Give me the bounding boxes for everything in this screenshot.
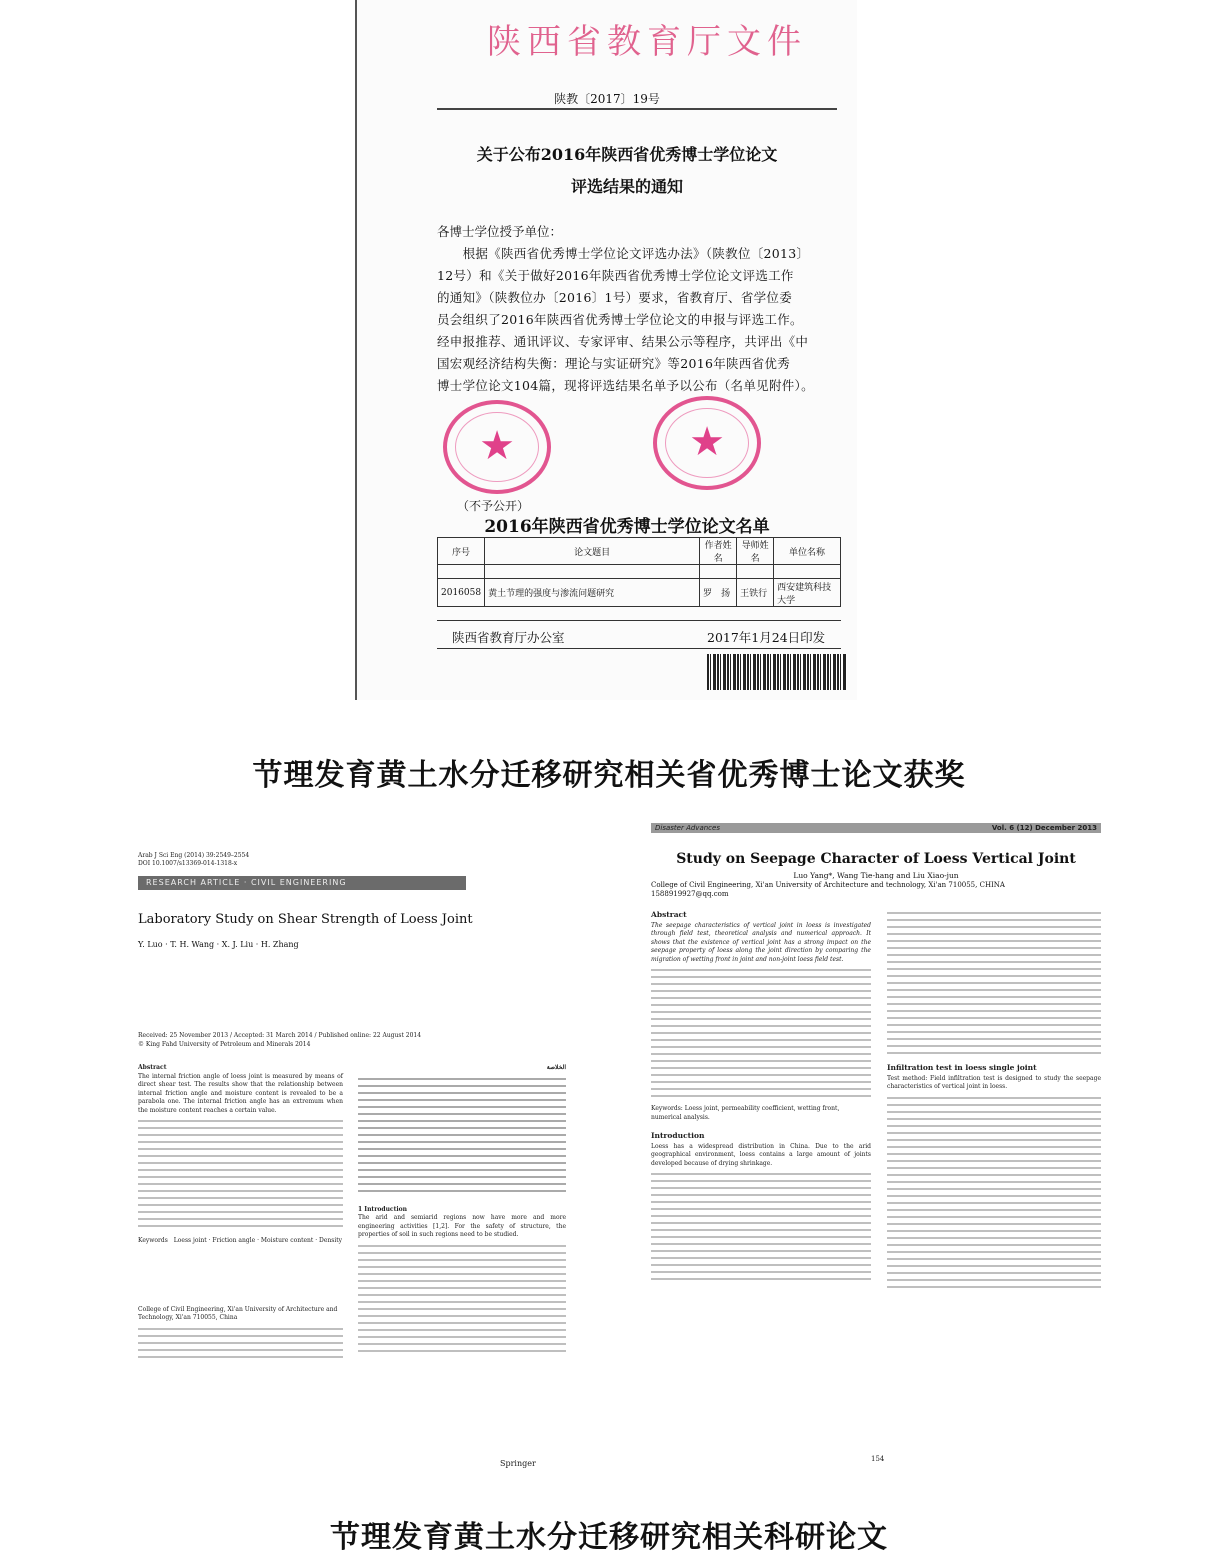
- table-header: 导师姓名: [737, 538, 774, 565]
- footer-divider: [437, 620, 841, 621]
- author-email: 1588919927@qq.com: [651, 890, 729, 898]
- barcode: [707, 654, 847, 690]
- left-column: Abstract The seepage characteristics of vertical joint in loess is investigated through field test, theoretical analysis and numerical approach. It shows that the existence of vertical joint has a strong impact on the seepage property of loess along the joint direction by comparing the migration of wetting front in joint and non-joint loess field test. Keywords: Loess joint, permeability coefficient, wetting front, numerical analysis. Introduction Loess has a widespread distribution in China. Due to the arid geographical environment, loess contains a large amount of joints developed because of drying shrinkage.: [651, 907, 871, 1285]
- table-header: 作者姓名: [700, 538, 737, 565]
- journal-citation: Arab J Sci Eng (2014) 39:2549–2554: [138, 852, 250, 859]
- document-number: 陕教〔2017〕19号: [554, 92, 660, 106]
- table-header: 序号: [438, 538, 485, 565]
- body-line: 的通知》（陕教位办〔2016〕1号）要求，省教育厅、省学位委: [437, 290, 793, 305]
- body-line: 博士学位论文104篇，现将评选结果名单予以公布（名单见附件）。: [437, 378, 814, 393]
- paper-authors: Y. Luo · T. H. Wang · X. J. Liu · H. Zhang: [138, 940, 299, 949]
- page-number: 154: [871, 1455, 885, 1463]
- caption-papers: 节理发育黄土水分迁移研究相关科研论文: [330, 1520, 888, 1555]
- list-title: 2016年陕西省优秀博士学位论文名单: [484, 517, 770, 537]
- article-category: RESEARCH ARTICLE · CIVIL ENGINEERING: [138, 876, 466, 890]
- table-cell: 2016058: [438, 579, 485, 607]
- issue-date: 2017年1月24日印发: [707, 630, 826, 645]
- journal-banner: Disaster Advances Vol. 6 (12) December 2013: [651, 823, 1101, 833]
- table-row: [438, 579, 841, 607]
- paper-shear-strength: [130, 838, 572, 1478]
- right-column: Infiltration test in loess single joint Test method: Field infiltration test is designed to study the seepage characteristics of vertical joint in loess.: [887, 907, 1101, 1293]
- body-line: 12号）和《关于做好2016年陕西省优秀博士学位论文评选工作: [437, 268, 794, 283]
- paper-affiliation: College of Civil Engineering, Xi'an University of Architecture and technology, Xi'an 710055, CHINA: [651, 881, 1005, 889]
- table-cell: 西安建筑科技大学: [774, 579, 841, 607]
- caption-award: 节理发育黄土水分迁移研究相关省优秀博士论文获奖: [252, 758, 966, 793]
- body-line: 经申报推荐、通讯评议、专家评审、结果公示等程序，共评出《中: [437, 334, 809, 349]
- star-icon: ★: [689, 419, 725, 466]
- paper-title: Study on Seepage Character of Loess Vertical Joint: [676, 851, 1076, 867]
- table-header: 论文题目: [485, 538, 700, 565]
- star-icon: ★: [479, 423, 515, 470]
- table-cell: 王铁行: [737, 579, 774, 607]
- official-seal-right: [653, 396, 761, 490]
- body-line: 员会组织了2016年陕西省优秀博士学位论文的申报与评选工作。: [437, 312, 803, 327]
- abstract-column: Abstract The internal friction angle of loess joint is measured by means of direct shear test. The results show that the relationship between internal friction angle and moisture content is revealed to be a parabola one. The internal friction angle has an extremum when the moisture content reaches a certain value. Keywords Loess joint · Friction angle · Moisture content · Density College of Civil Engineering, Xi'an University of Architecture and Technology, Xi'an 710055, China: [138, 1064, 343, 1363]
- body-line: 国宏观经济结构失衡：理论与实证研究》等2016年陕西省优秀: [437, 356, 791, 371]
- confidentiality-note: （不予公开）: [457, 499, 530, 513]
- paper-title: Laboratory Study on Shear Strength of Loess Joint: [138, 912, 473, 927]
- footer-divider: [437, 648, 841, 649]
- notice-title-line-1: 关于公布2016年陕西省优秀博士学位论文: [476, 145, 778, 164]
- received-dates: Received: 25 November 2013 / Accepted: 31 March 2014 / Published online: 22 August 2014 © King Fahd University of Petroleum and Minerals 2014: [138, 1032, 422, 1048]
- official-notice-document: [355, 0, 857, 700]
- header-divider: [437, 108, 837, 110]
- arabic-column: الخلاصة 1 Introduction The arid and semiarid regions now have more and more engineering activities [1,2]. For the safety of structure, the properties of soil in such regions need to be studied.: [358, 1064, 566, 1357]
- body-line: 根据《陕西省优秀博士学位论文评选办法》（陕教位〔2013〕: [437, 246, 810, 261]
- table-cell: 黄土节理的强度与渗流问题研究: [485, 579, 700, 607]
- document-header: 陕西省教育厅文件: [487, 22, 807, 62]
- table-cell: 罗 扬: [700, 579, 737, 607]
- addressee: 各博士学位授予单位：: [437, 224, 563, 239]
- issuing-office: 陕西省教育厅办公室: [452, 630, 565, 645]
- publisher-logo: Springer: [500, 1459, 536, 1468]
- table-header: 单位名称: [774, 538, 841, 565]
- paper-seepage-character: [645, 815, 1107, 1475]
- award-list-table: [437, 537, 841, 607]
- doi: DOI 10.1007/s13369-014-1318-x: [138, 860, 238, 867]
- paper-authors: Luo Yang*, Wang Tie-hang and Liu Xiao-jun: [793, 871, 959, 880]
- official-seal-left: [443, 400, 551, 494]
- notice-title-line-2: 评选结果的通知: [570, 177, 683, 196]
